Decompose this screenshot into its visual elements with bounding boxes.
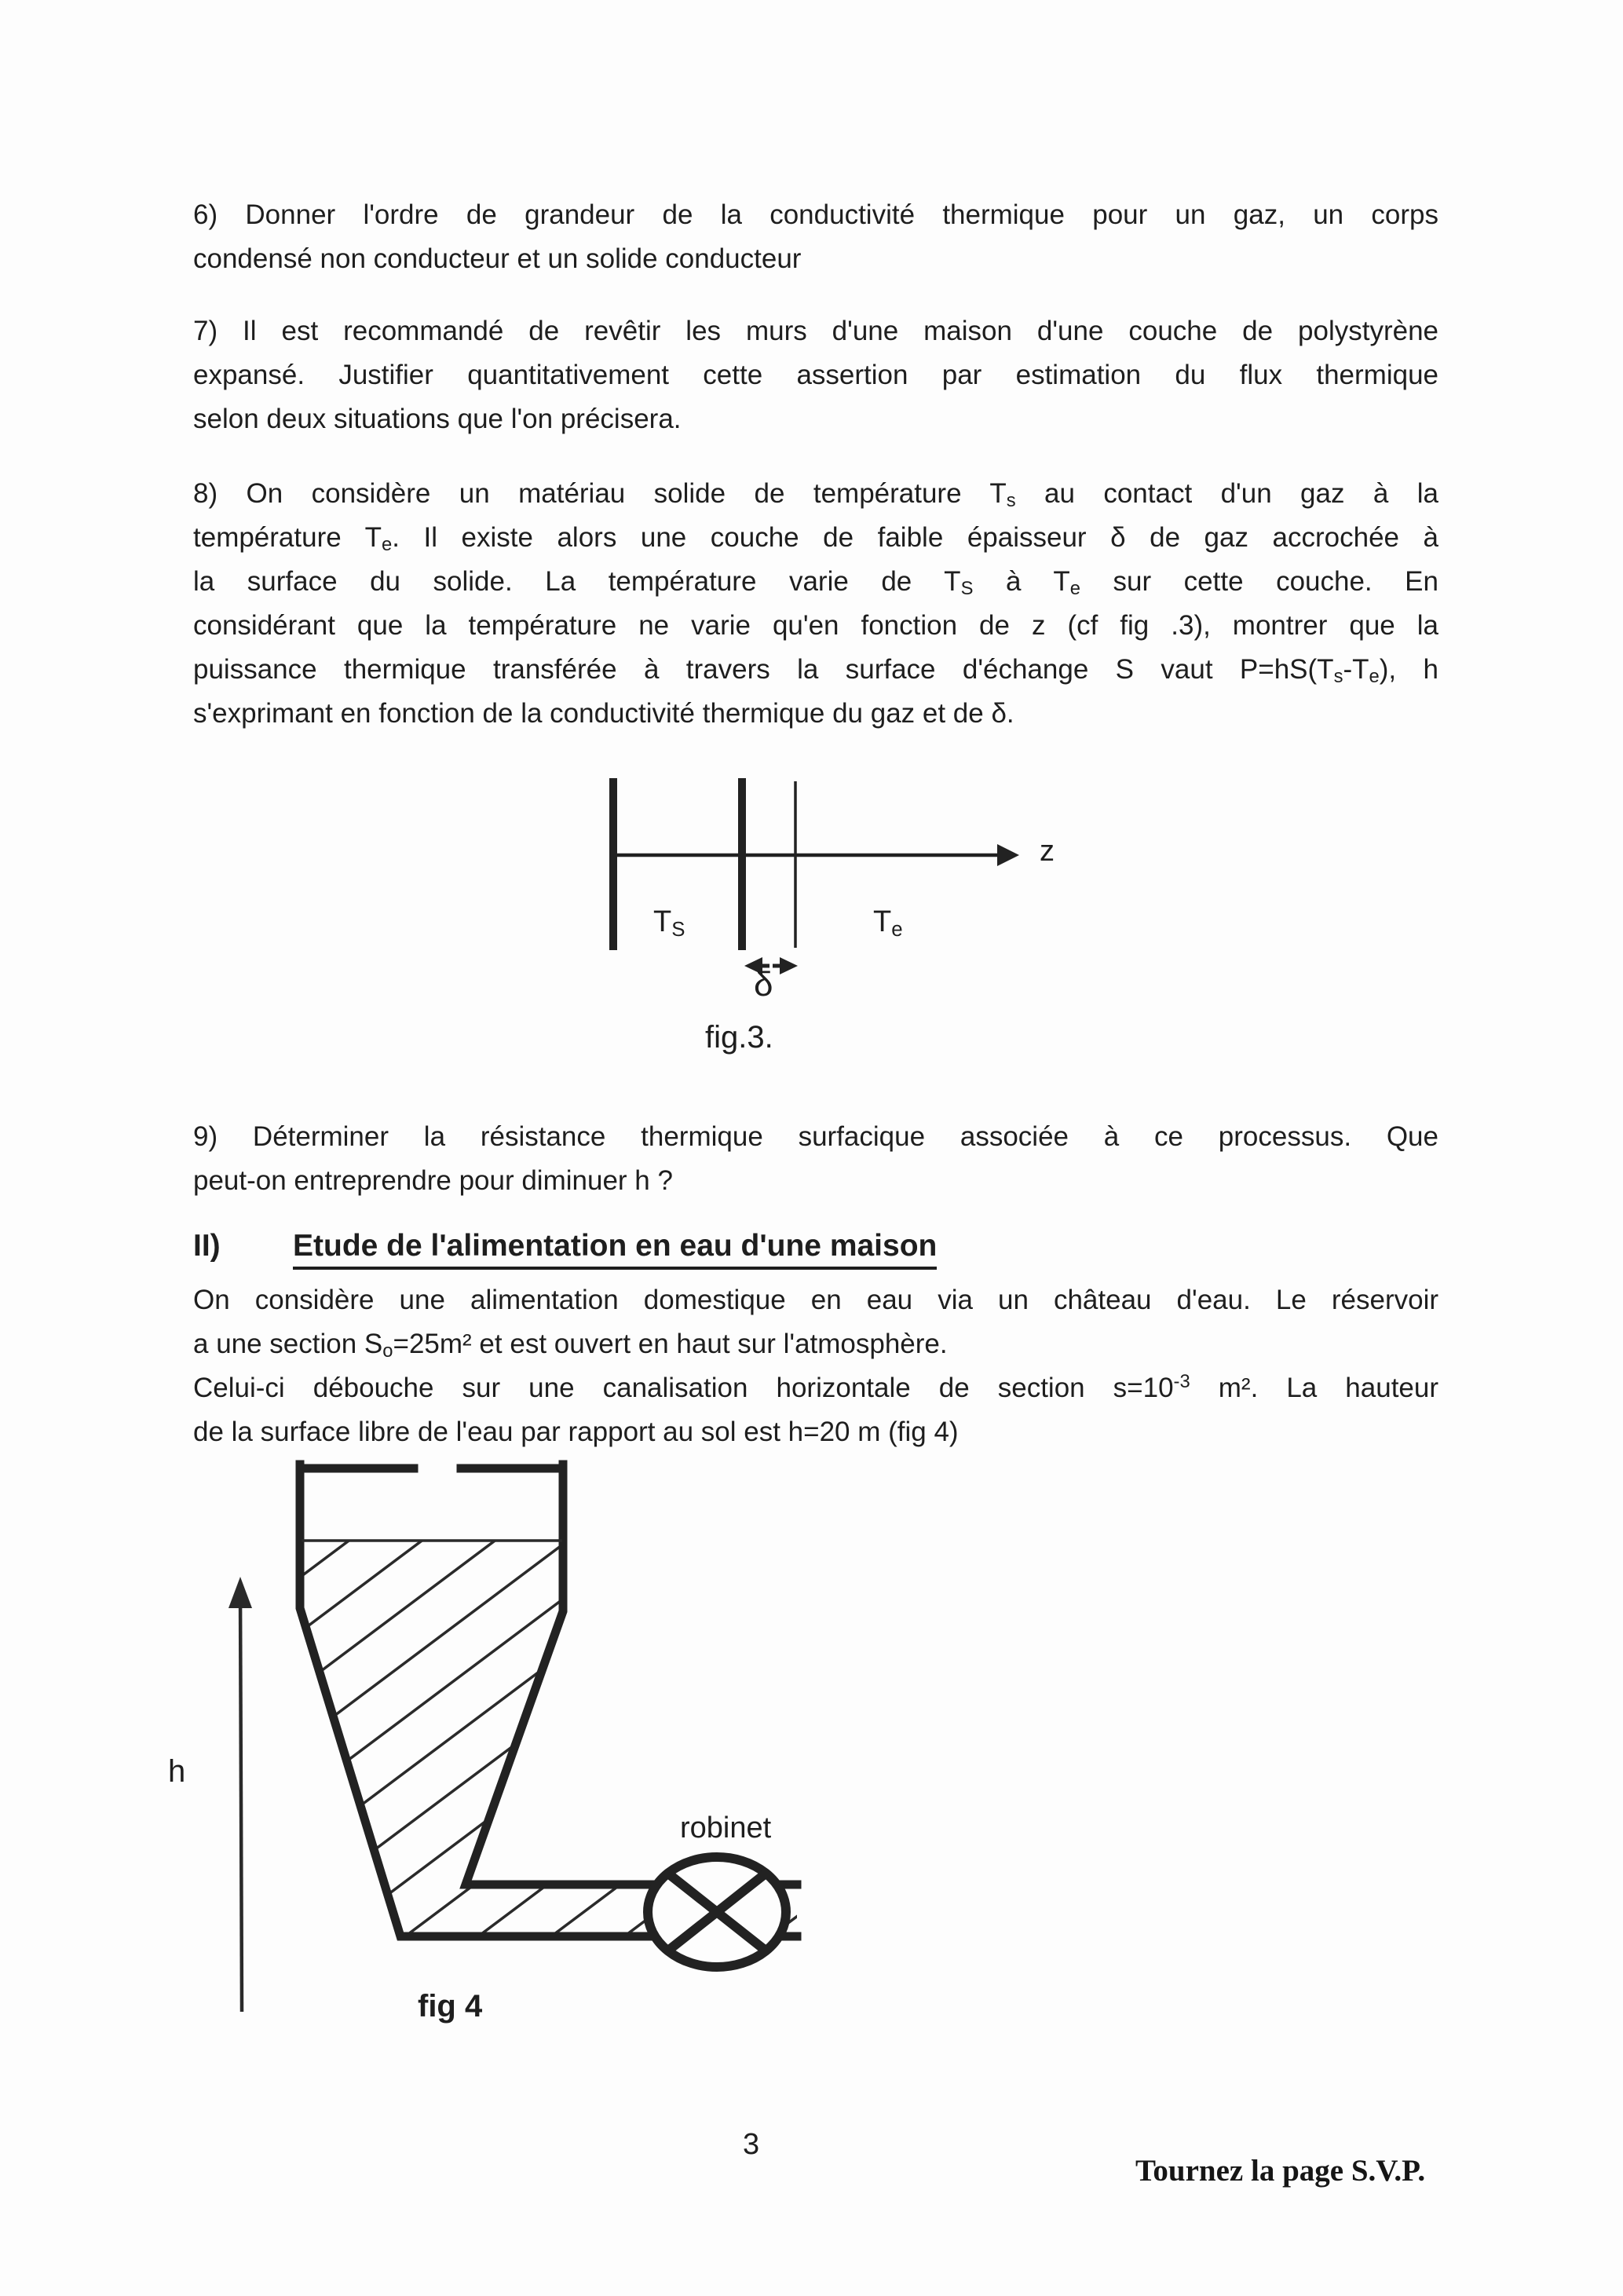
fig4-h-label: h bbox=[168, 1754, 186, 1789]
section-numeral: II) bbox=[193, 1229, 221, 1263]
paragraph-q9 bbox=[193, 1115, 1438, 1203]
fig3-delta-label: δ bbox=[754, 965, 773, 1004]
fig4-diagram bbox=[141, 1453, 864, 2034]
fig4-tap-label: robinet bbox=[680, 1812, 772, 1844]
fig4-caption: fig 4 bbox=[418, 1989, 483, 2024]
paragraph-q7 bbox=[193, 309, 1438, 441]
text-line: a une section $S_o=25m^2$ et est ouvert en haut sur l'atmosphère. bbox=[193, 1329, 948, 1362]
text-line: peut-on entreprendre pour diminuer h ? bbox=[193, 1165, 673, 1196]
text-line: de la surface libre de l'eau par rapport au sol est h=20 m (fig 4) bbox=[193, 1417, 959, 1447]
section-title: Etude de l'alimentation en eau d'une maison bbox=[293, 1227, 937, 1270]
text-line: 8) On considère un matériau solide de température $T_s$ au contact d'un gaz à la bbox=[193, 478, 1438, 512]
h-arrow bbox=[228, 1577, 252, 2012]
text-line: expansé. Justifier quantitativement cette assertion par estimation du flux thermique bbox=[193, 360, 1438, 390]
text-line: la surface du solide. La température varie de $T_S$ à $T_e$ sur cette couche. En bbox=[193, 566, 1438, 600]
section-heading bbox=[193, 1227, 937, 1270]
text-line: 9) Déterminer la résistance thermique surfacique associée à ce processus. Que bbox=[193, 1121, 1438, 1152]
text-line: Celui-ci débouche sur une canalisation horizontale de section $s=10^{-3}$ m². La hauteur bbox=[193, 1371, 1439, 1403]
fig3-caption: fig.3. bbox=[705, 1020, 773, 1055]
text-line: 6) Donner l'ordre de grandeur de la conductivité thermique pour un gaz, un corps bbox=[193, 199, 1438, 230]
fig3-te-label: $T_e$ bbox=[873, 905, 903, 941]
text-line: puissance thermique transférée à travers la surface d'échange S vaut $P=hS(T_s-T_e)$, h bbox=[193, 654, 1438, 688]
text-line: 7) Il est recommandé de revêtir les murs d'une maison d'une couche de polystyrène bbox=[193, 316, 1438, 346]
paragraph-section2-intro bbox=[193, 1278, 1438, 1454]
fig3-ts-label: $T_S$ bbox=[653, 905, 685, 941]
page-number: 3 bbox=[743, 2128, 760, 2161]
text-line: selon deux situations que l'on précisera. bbox=[193, 404, 682, 434]
text-line: considérant que la température ne varie qu'en fonction de z (cf fig .3), montrer que la bbox=[193, 610, 1438, 641]
paragraph-q6 bbox=[193, 193, 1438, 281]
text-line: s'exprimant en fonction de la conductivité thermique du gaz et de δ. bbox=[193, 698, 1014, 729]
text-line: On considère une alimentation domestique en eau via un château d'eau. Le réservoir bbox=[193, 1285, 1438, 1315]
h-arrowhead-icon bbox=[228, 1577, 252, 1608]
fig3-z-axis-label: z bbox=[1040, 835, 1055, 868]
turn-page-note: Tournez la page S.V.P. bbox=[1135, 2154, 1426, 2188]
paragraph-q8 bbox=[193, 472, 1438, 736]
text-line: condensé non conducteur et un solide conducteur bbox=[193, 243, 802, 274]
text-line: température $T_e$. Il existe alors une couche de faible épaisseur δ de gaz accrochée à bbox=[193, 522, 1438, 556]
z-axis-arrowhead-icon bbox=[997, 844, 1019, 866]
fig3-diagram bbox=[503, 766, 1115, 1072]
